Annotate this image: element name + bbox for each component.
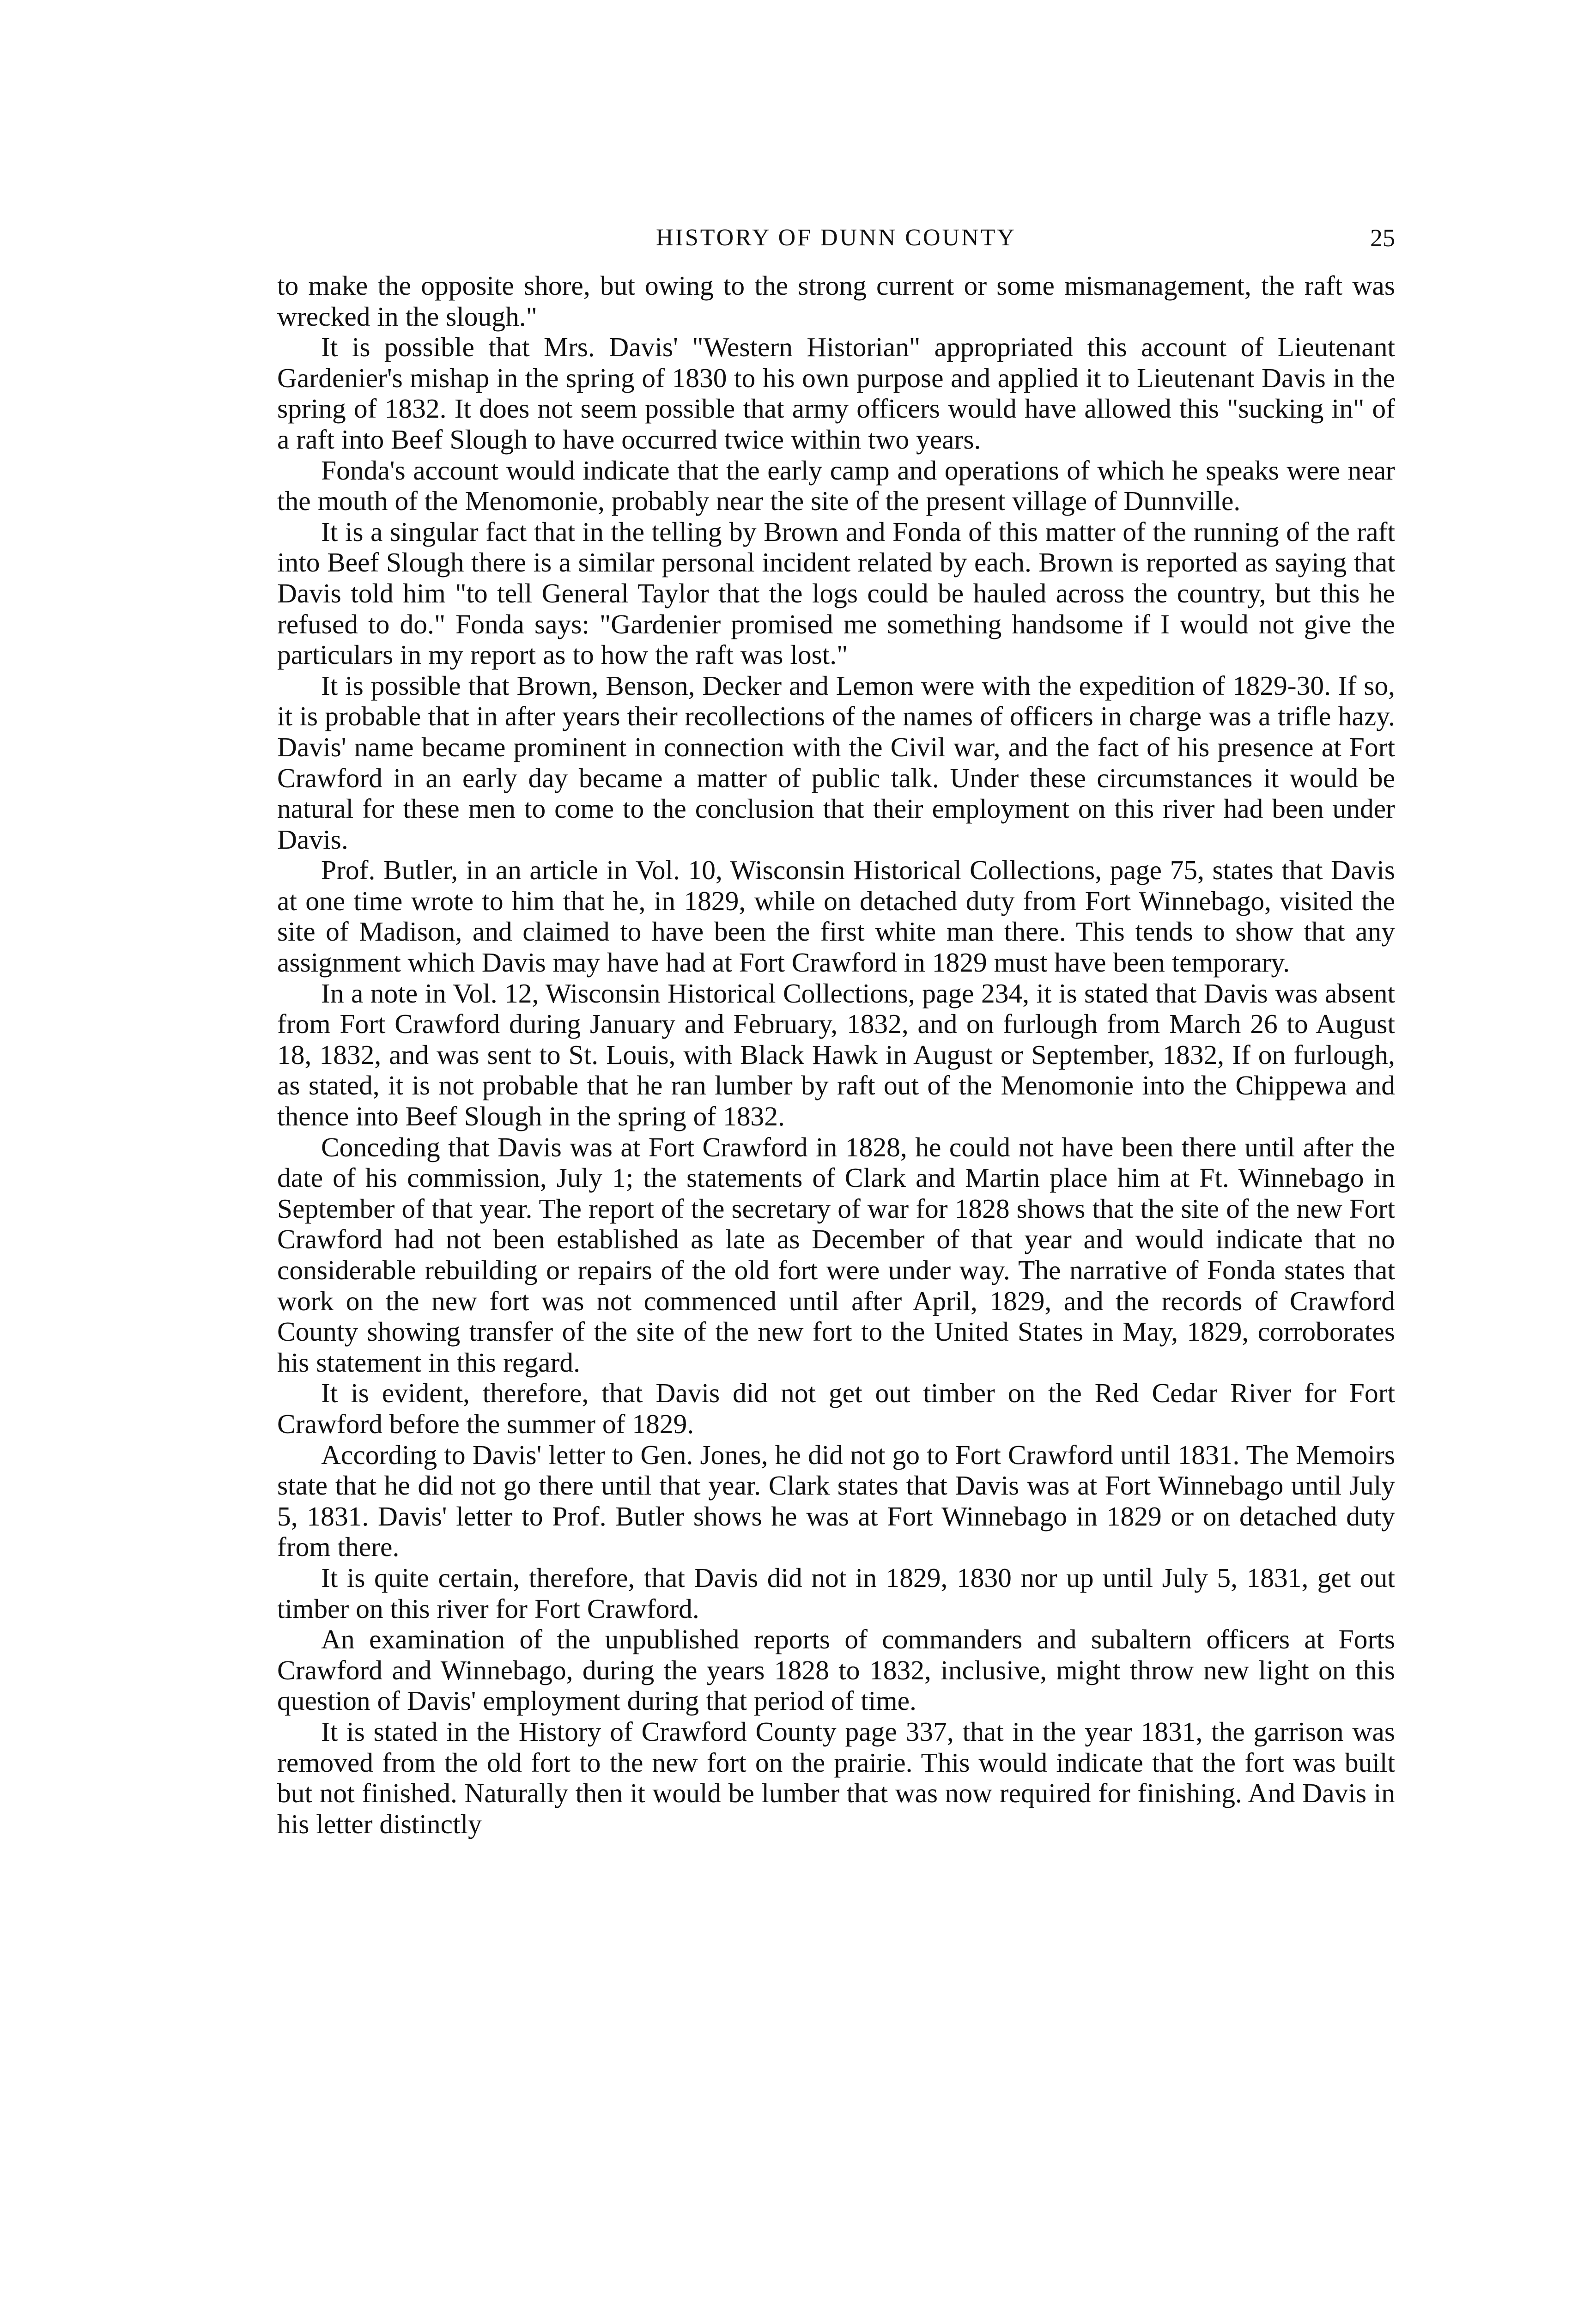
paragraph-4: It is a singular fact that in the telling by Brown and Fonda of this matter of the running of the raft into Beef Slough there is a similar personal incident related by each. Brown is reported as saying that Davis told him "to tell General Taylor that the logs could be hauled across the country, but this he refused to do." Fonda says: "Gardenier promised me something handsome if I would not give the particulars in my report as to how the raft was lost.": [277, 516, 1395, 670]
paragraph-7: In a note in Vol. 12, Wisconsin Historical Collections, page 234, it is stated that Davis was absent from Fort Crawford during January and February, 1832, and on furlough from March 26 to August 18, 1832, and was sent to St. Louis, with Black Hawk in August or September, 1832, If on furlough, as stated, it is not probable that he ran lumber by raft out of the Menomonie into the Chippewa and thence into Beef Slough in the spring of 1832.: [277, 978, 1395, 1132]
paragraph-3: Fonda's account would indicate that the early camp and operations of which he speaks were near the mouth of the Menomonie, probably near the site of the present village of Dunnville.: [277, 455, 1395, 517]
paragraph-10: According to Davis' letter to Gen. Jones, he did not go to Fort Crawford until 1831. The Memoirs state that he did not go there until that year. Clark states that Davis was at Fort Winnebago until July 5, 1831. Davis' letter to Prof. Butler shows he was at Fort Winnebago in 1829 or on detached duty from there.: [277, 1439, 1395, 1562]
paragraph-5: It is possible that Brown, Benson, Decker and Lemon were with the expedition of 1829-30. If so, it is probable that in after years their recollections of the names of officers in charge was a trifle hazy. Davis' name became prominent in connection with the Civil war, and the fact of his presence at Fort Crawford in an early day became a matter of public talk. Under these circumstances it would be natural for these men to come to the conclusion that their employment on this river had been under Davis.: [277, 670, 1395, 855]
paragraph-13: It is stated in the History of Crawford County page 337, that in the year 1831, the garrison was removed from the old fort to the new fort on the prairie. This would indicate that the fort was built but not finished. Naturally then it would be lumber that was now required for finishing. And Davis in his letter distinctly: [277, 1716, 1395, 1839]
paragraph-8: Conceding that Davis was at Fort Crawford in 1828, he could not have been there until after the date of his commission, July 1; the statements of Clark and Martin place him at Ft. Winnebago in September of that year. The report of the secretary of war for 1828 shows that the site of the new Fort Crawford had not been established as late as December of that year and would indicate that no considerable rebuilding or repairs of the old fort were under way. The narrative of Fonda states that work on the new fort was not commenced until after April, 1829, and the records of Crawford County showing transfer of the site of the new fort to the United States in May, 1829, corroborates his statement in this regard.: [277, 1131, 1395, 1378]
paragraph-6: Prof. Butler, in an article in Vol. 10, Wisconsin Historical Collections, page 75, states that Davis at one time wrote to him that he, in 1829, while on detached duty from Fort Winnebago, visited the site of Madison, and claimed to have been the first white man there. This tends to show that any assignment which Davis may have had at Fort Crawford in 1829 must have been temporary.: [277, 855, 1395, 978]
body-text: [277, 270, 1395, 1839]
paragraph-9: It is evident, therefore, that Davis did not get out timber on the Red Cedar River for Fort Crawford before the summer of 1829.: [277, 1378, 1395, 1439]
page-number: 25: [1370, 224, 1395, 252]
paragraph-1: to make the opposite shore, but owing to the strong current or some mismanagement, the raft was wrecked in the slough.": [277, 270, 1395, 332]
paragraph-2: It is possible that Mrs. Davis' "Western Historian" appropriated this account of Lieutenant Gardenier's mishap in the spring of 1830 to his own purpose and applied it to Lieutenant Davis in the spring of 1832. It does not seem possible that army officers would have allowed this "sucking in" of a raft into Beef Slough to have occurred twice within two years.: [277, 332, 1395, 455]
running-header: [277, 217, 1395, 259]
paragraph-11: It is quite certain, therefore, that Davis did not in 1829, 1830 nor up until July 5, 1831, get out timber on this river for Fort Crawford.: [277, 1562, 1395, 1624]
paragraph-12: An examination of the unpublished reports of commanders and subaltern officers at Forts Crawford and Winnebago, during the years 1828 to 1832, inclusive, might throw new light on this question of Davis' employment during that period of time.: [277, 1624, 1395, 1716]
running-title: HISTORY OF DUNN COUNTY: [656, 225, 1016, 251]
